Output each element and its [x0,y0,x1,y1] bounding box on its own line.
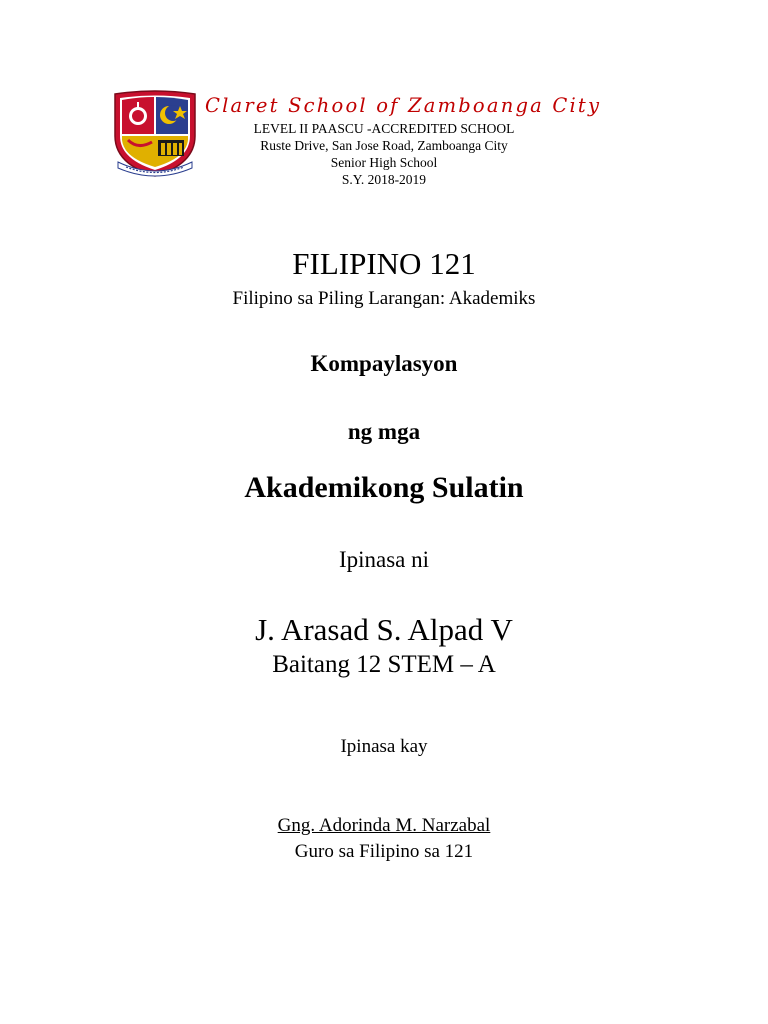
submitted-by-label: Ipinasa ni [338,547,430,572]
course-title: Filipino sa Piling Larangan: Akademiks [232,288,536,309]
course-code: FILIPINO 121 [292,246,476,281]
compilation-subheading: ng mga [347,419,421,444]
teacher-name: Gng. Adorinda M. Narzabal [277,815,491,836]
school-name: Claret School of Zamboanga City [205,94,602,117]
accreditation-text: LEVEL II PAASCU -ACCREDITED SCHOOL [253,121,515,136]
school-seal-icon [112,88,198,178]
document-title: Akademikong Sulatin [244,471,524,504]
school-address: Ruste Drive, San Jose Road, Zamboanga City [260,138,508,153]
department-text: Senior High School [330,155,438,170]
submitted-to-label: Ipinasa kay [340,736,428,757]
compilation-heading: Kompaylasyon [310,351,458,376]
student-name: J. Arasad S. Alpad V [255,612,513,647]
student-grade-section: Baitang 12 STEM – A [272,651,496,678]
school-year: S.Y. 2018-2019 [341,172,427,187]
teacher-role: Guro sa Filipino sa 121 [294,841,474,862]
